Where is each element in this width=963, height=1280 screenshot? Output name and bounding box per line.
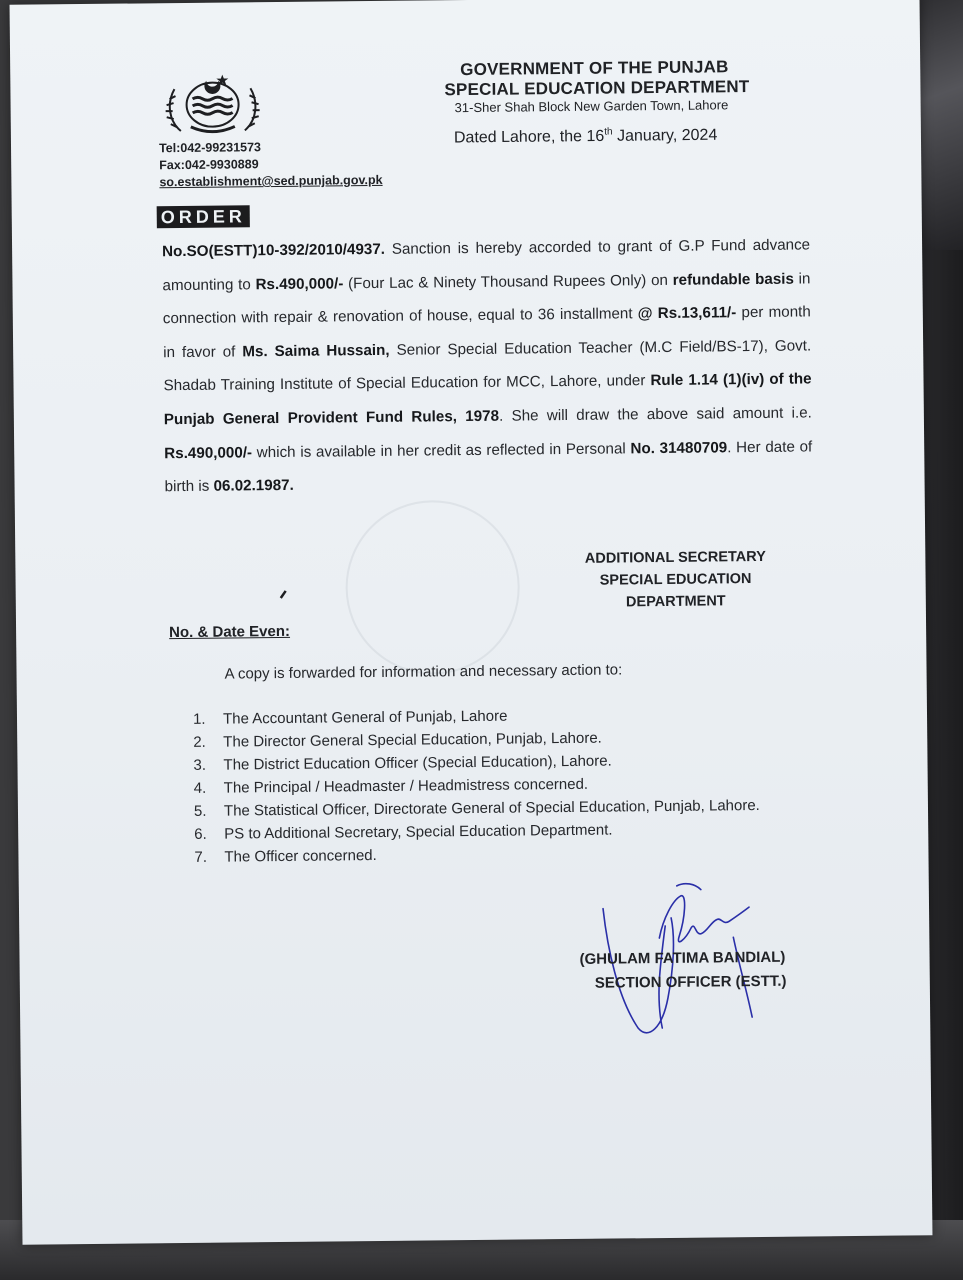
- dated-line: Dated Lahore, the 16th January, 2024: [453, 126, 718, 147]
- order-basis: refundable basis: [672, 270, 794, 289]
- order-amount: Rs.490,000/-: [255, 274, 344, 293]
- contact-email: so.establishment@sed.punjab.gov.pk: [159, 172, 383, 190]
- list-item: 7. The Officer concerned.: [194, 847, 377, 866]
- order-amount-2: Rs.490,000/-: [164, 443, 253, 462]
- contact-tel: Tel:042-99231573: [158, 140, 262, 156]
- signatory-line-1: ADDITIONAL SECRETARY: [584, 548, 766, 567]
- section-officer-title: SECTION OFFICER (ESTT.): [594, 972, 787, 992]
- document-page: [10, 0, 933, 1245]
- order-personal-no: No. 31480709: [630, 438, 728, 457]
- copy-list: [193, 702, 820, 870]
- list-item: 3. The District Education Officer (Special Education), Lahore.: [193, 752, 612, 774]
- list-item: 1. The Accountant General of Punjab, Lahore: [192, 707, 508, 728]
- list-item: 5. The Statistical Officer, Directorate General of Special Education, Punjab, Lahore.: [193, 796, 760, 820]
- header-government: GOVERNMENT OF THE PUNJAB: [460, 57, 729, 80]
- order-title: ORDER: [157, 205, 250, 228]
- contact-fax: Fax:042-9930889: [159, 157, 259, 173]
- section-officer-name: (GHULAM FATIMA BANDIAL): [579, 948, 786, 968]
- punjab-government-emblem-icon: [162, 68, 263, 139]
- signatory-line-3: DEPARTMENT: [625, 593, 726, 611]
- header-department: SPECIAL EDUCATION DEPARTMENT: [444, 77, 750, 100]
- order-paragraph: No.SO(ESTT)10-392/2010/4937. Sanction is hereby accorded to grant of G.P Fund advance amounting to Rs.490,000/- (Four Lac & Ninety Thousand Rupees Only) on refundable basis in connection with repair & renovation of house, equal to 36 installment @ Rs.13,611/- per month in favor of Ms. Saima Hussain, Senior Special Education Teacher (M.C Field/BS-17), Govt. Shadab Training Institute of Special Education for MCC, Lahore, under Rule 1.14 (1)(iv) of the Punjab General Provident Fund Rules, 1978. She will draw the above said amount i.e. Rs.490,000/- which is available in her credit as reflected in Personal No. 31480709. Her date of birth is 06.02.1987.: [162, 236, 813, 496]
- header-address: 31-Sher Shah Block New Garden Town, Lahore: [454, 97, 729, 116]
- list-item: 2. The Director General Special Education, Punjab, Lahore.: [193, 729, 602, 751]
- ink-dot-mark: [278, 588, 290, 600]
- order-ref-no: No.SO(ESTT)10-392/2010/4937.: [162, 240, 386, 261]
- order-rule: Rule 1.14 (1)(iv) of the Punjab General Provident Fund Rules, 1978: [163, 370, 812, 429]
- list-item: 4. The Principal / Headmaster / Headmistress concerned.: [193, 775, 589, 797]
- order-employee-name: Ms. Saima Hussain,: [242, 341, 390, 361]
- forward-text: A copy is forwarded for information and necessary action to:: [224, 661, 623, 683]
- order-installment: @ Rs.13,611/-: [637, 304, 737, 323]
- no-date-even: No. & Date Even:: [169, 622, 291, 642]
- signatory-line-2: SPECIAL EDUCATION: [599, 571, 752, 589]
- list-item: 6. PS to Additional Secretary, Special Education Department.: [194, 821, 613, 843]
- faded-stamp-mark: [345, 499, 521, 675]
- order-dob: 06.02.1987.: [213, 477, 294, 495]
